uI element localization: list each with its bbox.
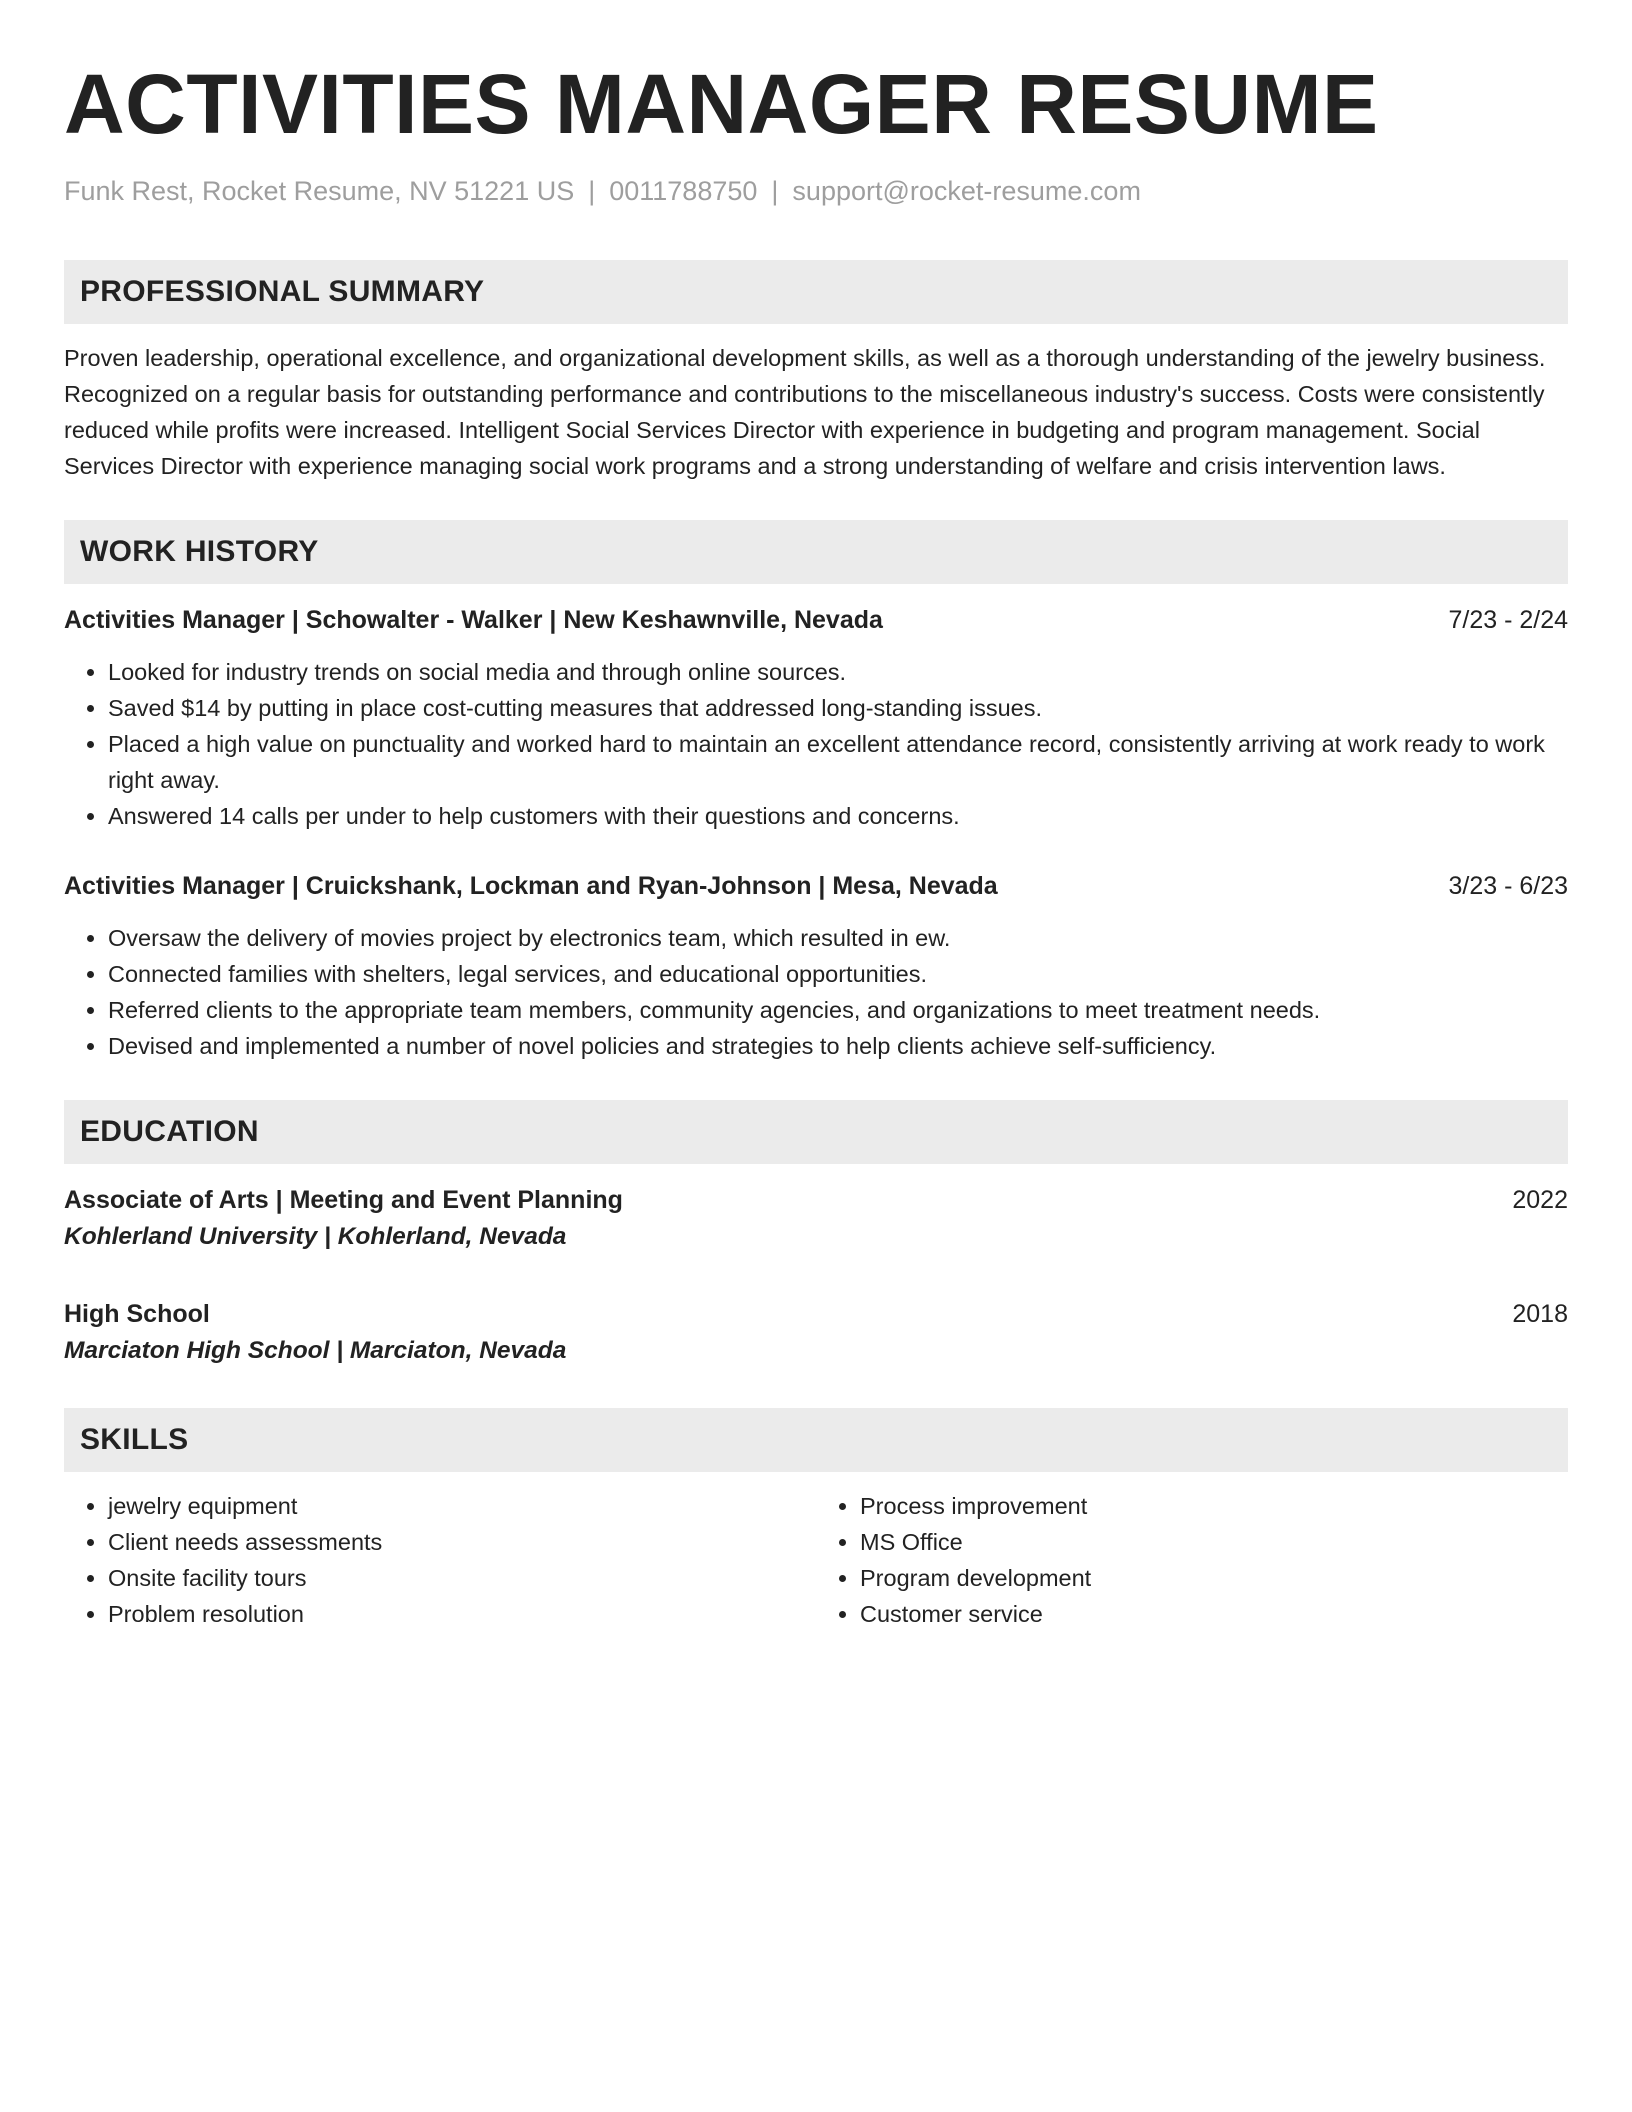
job-bullet: • Answered 14 calls per under to help customers with their questions and concerns. — [108, 798, 1568, 834]
education-school: Kohlerland University | Kohlerland, Nevada — [64, 1223, 567, 1250]
job-bullet: • Placed a high value on punctuality and worked hard to maintain an excellent attendance record, consistently arriving at work ready to work right away. — [108, 726, 1568, 798]
skill-item: • Onsite facility tours — [108, 1560, 816, 1596]
job-bullet: • Oversaw the delivery of movies project by electronics team, which resulted in ew. — [108, 920, 1568, 956]
job-header — [64, 868, 1568, 904]
education-degree: High School — [64, 1300, 210, 1328]
skills-grid — [64, 1488, 1568, 1632]
job-entry — [64, 602, 1568, 834]
education-header — [64, 1182, 1568, 1218]
skills-heading: SKILLS — [80, 1423, 189, 1456]
education-year: 2022 — [1512, 1186, 1568, 1214]
job-bullet: • Devised and implemented a number of novel policies and strategies to help clients achieve self-sufficiency. — [108, 1028, 1568, 1064]
summary-section-header — [64, 260, 1568, 324]
job-bullet: • Referred clients to the appropriate team members, community agencies, and organizations to meet treatment needs. — [108, 992, 1568, 1028]
job-bullet: • Connected families with shelters, legal services, and educational opportunities. — [108, 956, 1568, 992]
contact-separator: | — [588, 176, 596, 206]
skill-item: • Problem resolution — [108, 1596, 816, 1632]
job-dates: 3/23 - 6/23 — [1448, 872, 1568, 900]
job-entry — [64, 868, 1568, 1064]
skills-column-left — [64, 1488, 816, 1632]
work-heading: WORK HISTORY — [80, 535, 319, 568]
summary-heading: PROFESSIONAL SUMMARY — [80, 275, 485, 308]
job-title: Activities Manager | Schowalter - Walker | New Keshawnville, Nevada — [64, 606, 883, 634]
contact-address: Funk Rest, Rocket Resume, NV 51221 US — [64, 176, 575, 206]
job-dates: 7/23 - 2/24 — [1448, 606, 1568, 634]
job-title: Activities Manager | Cruickshank, Lockman and Ryan-Johnson | Mesa, Nevada — [64, 872, 998, 900]
education-school: Marciaton High School | Marciaton, Nevada — [64, 1337, 567, 1364]
education-entry — [64, 1182, 1568, 1256]
skill-item: • Process improvement — [860, 1488, 1568, 1524]
job-bullet: • Looked for industry trends on social media and through online sources. — [108, 654, 1568, 690]
skill-item: • MS Office — [860, 1524, 1568, 1560]
job-bullets — [64, 654, 1568, 834]
summary-text: Proven leadership, operational excellence, and organizational development skills, as well as a thorough understanding of the jewelry business. Recognized on a regular basis for outstanding performance and contributions to the miscellaneous industry's success. Costs were consistently reduced while profits were increased. Intelligent Social Services Director with experience in budgeting and program management. Social Services Director with experience managing social work programs and a strong understanding of welfare and crisis intervention laws. — [64, 345, 1546, 479]
job-bullet: • Saved $14 by putting in place cost-cutting measures that addressed long-standing issues. — [108, 690, 1568, 726]
contact-phone: 0011788750 — [609, 176, 758, 206]
contact-separator: | — [771, 176, 779, 206]
skill-item: • jewelry equipment — [108, 1488, 816, 1524]
job-bullets — [64, 920, 1568, 1064]
skills-section-header — [64, 1408, 1568, 1472]
job-header — [64, 602, 1568, 638]
education-header — [64, 1296, 1568, 1332]
resume-title: ACTIVITIES MANAGER RESUME — [64, 57, 1379, 151]
skill-item: • Customer service — [860, 1596, 1568, 1632]
contact-line — [64, 174, 1568, 208]
education-degree: Associate of Arts | Meeting and Event Planning — [64, 1186, 623, 1214]
skill-item: • Program development — [860, 1560, 1568, 1596]
education-entry — [64, 1296, 1568, 1370]
education-section-header — [64, 1100, 1568, 1164]
skills-column-right — [816, 1488, 1568, 1632]
work-section-header — [64, 520, 1568, 584]
education-year: 2018 — [1512, 1300, 1568, 1328]
contact-email: support@rocket-resume.com — [792, 176, 1141, 206]
skill-item: • Client needs assessments — [108, 1524, 816, 1560]
education-heading: EDUCATION — [80, 1115, 259, 1148]
